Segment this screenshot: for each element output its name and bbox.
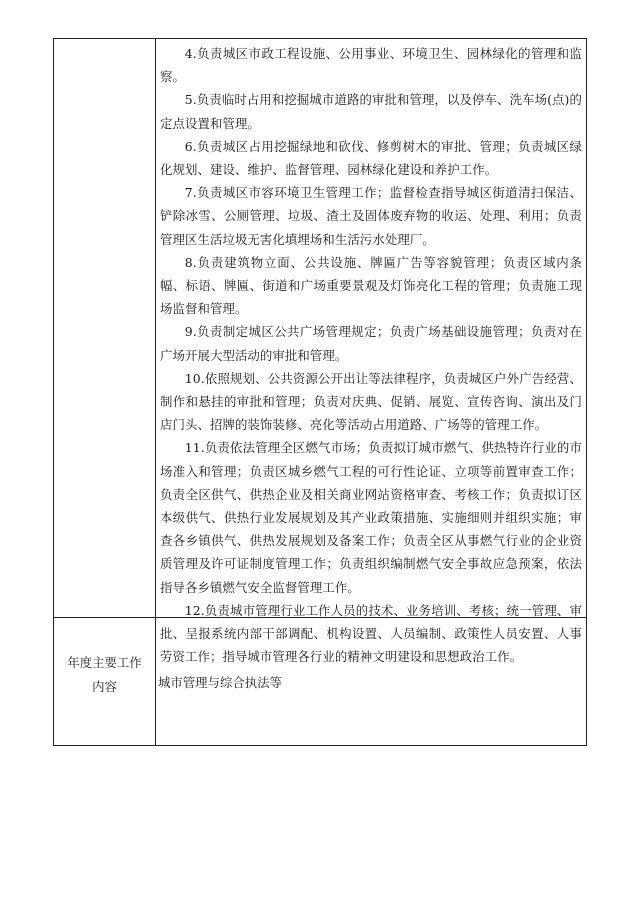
annual-work-content-cell (156, 618, 586, 745)
duty-item: 6.负责城区占用挖掘绿地和砍伐、修剪树木的审批、管理；负责城区绿化规划、建设、维护、监督管理、园林绿化建设和养护工作。 (160, 138, 582, 178)
annual-work-label: 年度主要工作内容 (67, 655, 142, 694)
duty-item: 11.负责依法管理全区燃气市场；负责拟订城市燃气、供热特许行业的市场准入和管理；负责区城乡燃气工程的可行性论证、立项等前置审查工作；负责全区供气、供热企业及相关商业网站资格审查、考核工作；负责拟订区本级供气、供热行业发展规划及其产业政策措施、实施细则并组织实施；审查各乡镇供气、供热发展规划及备案工作；负责全区从事燃气行业的企业资质管理及许可证制度管理工作；负责组织编制燃气安全事故应急预案，依法指导各乡镇燃气安全监督管理工作。 (160, 440, 582, 595)
duty-item: 9.负责制定城区公共广场管理规定；负责广场基础设施管理；负责对在广场开展大型活动的审批和管理。 (160, 324, 582, 363)
annual-work-label-cell (54, 618, 156, 745)
annual-work-row (54, 618, 586, 745)
duty-item: 12.负责城市管理行业工作人员的技术、业务培训、考核；统一管理、审批、呈报系统内部干部调配、机构设置、人员编制、政策性人员安置、人事劳资工作；指导城市管理各行业的精神文明建设和思想政治工作。 (160, 602, 582, 665)
duties-content-cell (156, 39, 586, 665)
duties-label-cell (54, 39, 156, 617)
duty-item: 10.依照规划、公共资源公开出让等法律程序，负责城区户外广告经营、制作和悬挂的审批和管理；负责对庆典、促销、展览、宣传咨询、演出及门店门头、招牌的装饰装修、亮化等活动占用道路、广场等的管理工作。 (160, 370, 582, 433)
duty-item: 7.负责城区市容环境卫生管理工作；监督检查指导城区街道清扫保洁、铲除冰雪、公厕管理、垃圾、渣土及固体废弃物的收运、处理、利用；负责管理区生活垃圾无害化填埋场和生活污水处理厂。 (160, 185, 582, 247)
duty-item: 8.负责建筑物立面、公共设施、牌匾广告等容貌管理；负责区域内条幅、标语、牌匾、街道和广场重要景观及灯饰亮化工程的管理；负责施工现场监督和管理。 (160, 254, 582, 317)
info-table (53, 38, 587, 746)
annual-work-value: 城市管理与综合执法等 (158, 675, 282, 690)
duty-item: 5.负责临时占用和挖掘城市道路的审批和管理，以及停车、洗车场(点)的定点设置和管理。 (160, 92, 582, 131)
duties-row (54, 39, 586, 665)
duty-item: 4.负责城区市政工程设施、公用事业、环境卫生、园林绿化的管理和监察。 (160, 46, 582, 85)
